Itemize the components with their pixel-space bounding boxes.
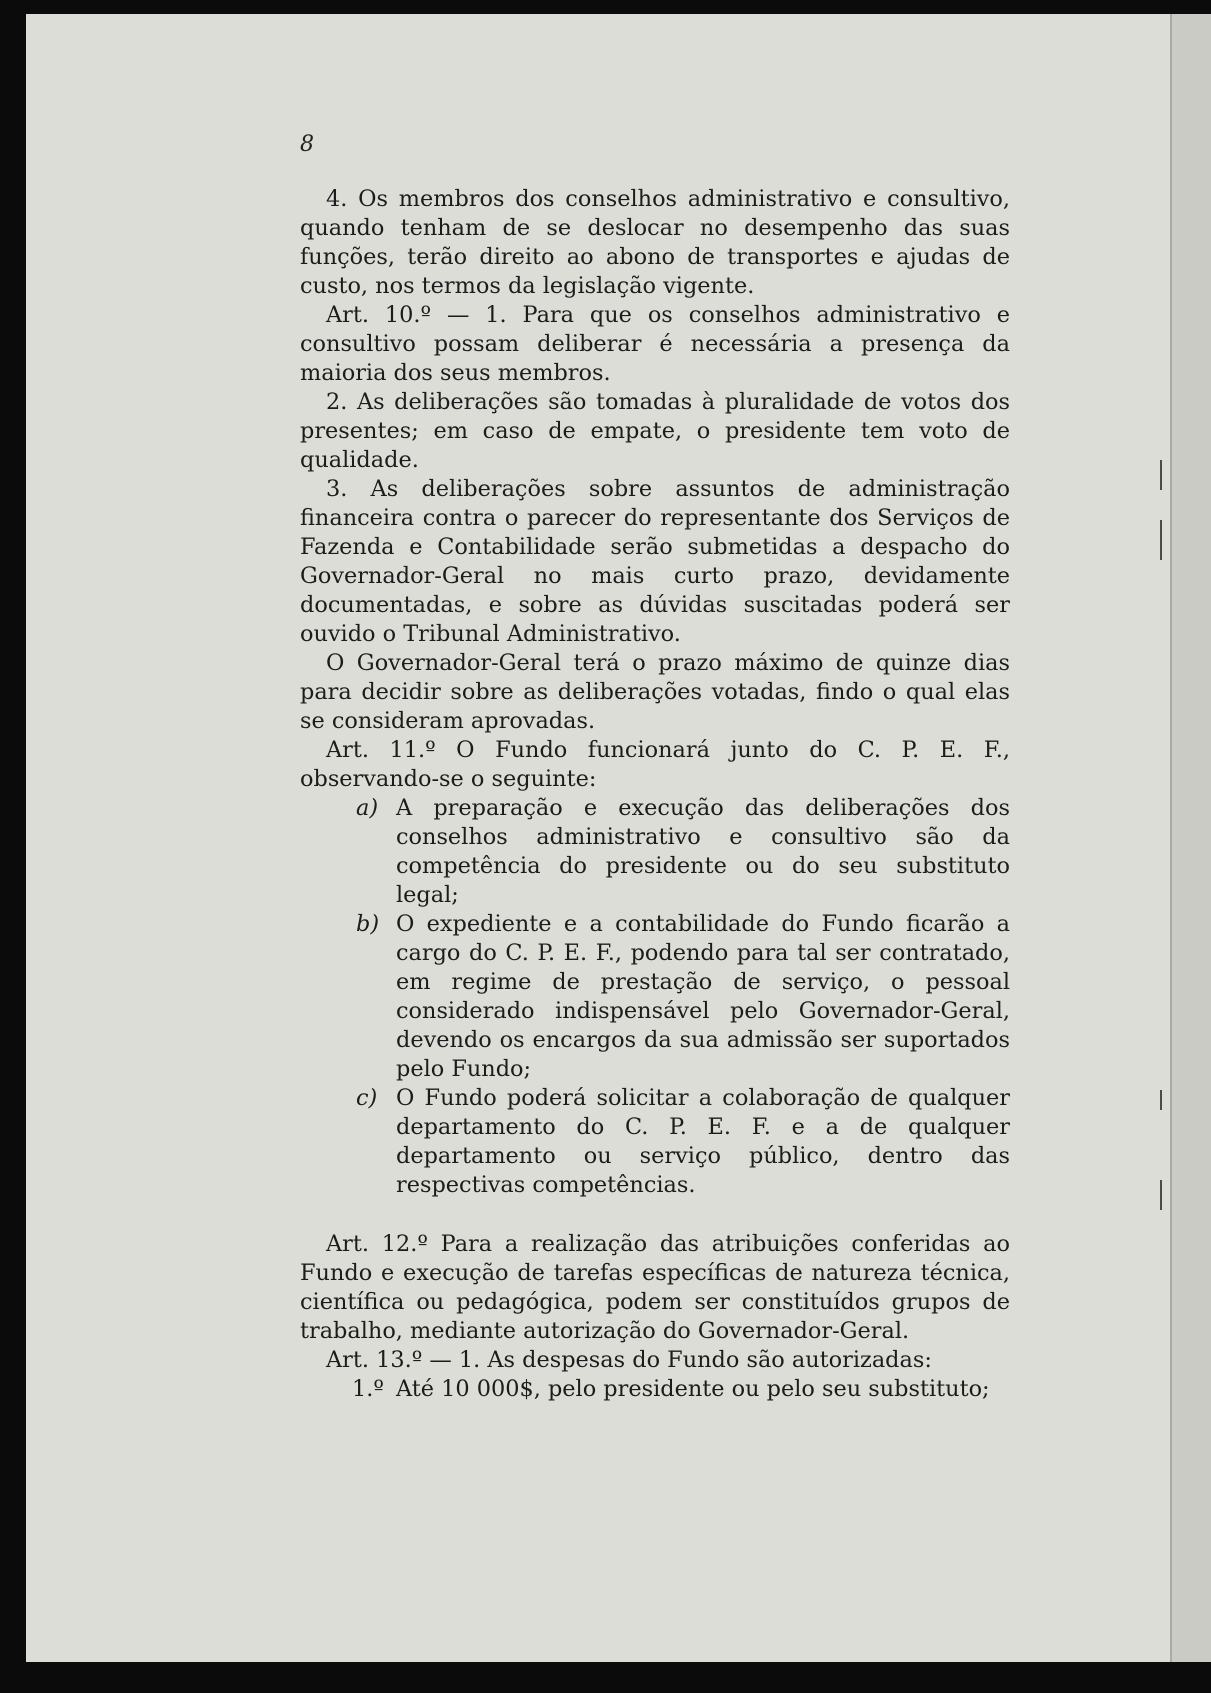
paragraph-art13: Art. 13.º — 1. As despesas do Fundo são autorizadas:: [326, 1347, 932, 1373]
list-label: c): [356, 1085, 378, 1111]
spacer: [300, 1200, 1010, 1230]
list-label: b): [356, 911, 380, 937]
list-text: A preparação e execução das deliberações dos conselhos administrativo e consultivo são da competência do presidente ou do seu substituto legal;: [396, 795, 1010, 908]
paragraph-governor-deadline: O Governador-Geral terá o prazo máximo de quinze dias para decidir sobre as deliberações votadas, findo o qual elas se consideram aprovadas.: [300, 650, 1010, 734]
page-number: 8: [300, 132, 314, 157]
margin-mark: [1160, 1180, 1162, 1210]
margin-mark: [1160, 460, 1162, 490]
list-label: 1.º: [352, 1376, 384, 1402]
page-edge: [1170, 14, 1211, 1662]
list-item-b: [300, 910, 1010, 1084]
paragraph-art11: Art. 11.º O Fundo funcionará junto do C. P. E. F., observando-se o seguinte:: [300, 737, 1010, 792]
list-text: Até 10 000$, pelo presidente ou pelo seu substituto;: [396, 1376, 990, 1402]
list-item-1: [300, 1375, 1010, 1404]
paragraph-art9-4: 4. Os membros dos conselhos administrativo e consultivo, quando tenham de se deslocar no desempenho das suas funções, terão direito ao abono de transportes e ajudas de custo, nos termos da legislação vigente.: [300, 186, 1010, 299]
list-text: O Fundo poderá solicitar a colaboração de qualquer departamento do C. P. E. F. e a de qualquer departamento ou serviço público, dentro das respectivas competências.: [396, 1085, 1010, 1198]
margin-mark: [1160, 520, 1162, 560]
list-text: O expediente e a contabilidade do Fundo ficarão a cargo do C. P. E. F., podendo para tal ser contratado, em regime de prestação de serviço, o pessoal considerado indispensável pelo Governador-Geral, devendo os encargos da sua admissão ser suportados pelo Fundo;: [396, 911, 1010, 1082]
paragraph-art10-2: 2. As deliberações são tomadas à pluralidade de votos dos presentes; em caso de empate, o presidente tem voto de qualidade.: [300, 389, 1010, 473]
paragraph-art10-1: Art. 10.º — 1. Para que os conselhos administrativo e consultivo possam deliberar é necessária a presença da maioria dos seus membros.: [300, 302, 1010, 386]
document-body: [300, 185, 1010, 1404]
paragraph-art12: Art. 12.º Para a realização das atribuições conferidas ao Fundo e execução de tarefas específicas de natureza técnica, científica ou pedagógica, podem ser constituídos grupos de trabalho, mediante autorização do Governador-Geral.: [300, 1231, 1010, 1344]
list-item-c: [300, 1084, 1010, 1200]
margin-mark: [1160, 1090, 1162, 1110]
list-item-a: [300, 794, 1010, 910]
list-label: a): [356, 795, 379, 821]
paragraph-art10-3: 3. As deliberações sobre assuntos de administração financeira contra o parecer do representante dos Serviços de Fazenda e Contabilidade serão submetidas a despacho do Governador-Geral no mais curto prazo, devidamente documentadas, e sobre as dúvidas suscitadas poderá ser ouvido o Tribunal Administrativo.: [300, 476, 1010, 647]
